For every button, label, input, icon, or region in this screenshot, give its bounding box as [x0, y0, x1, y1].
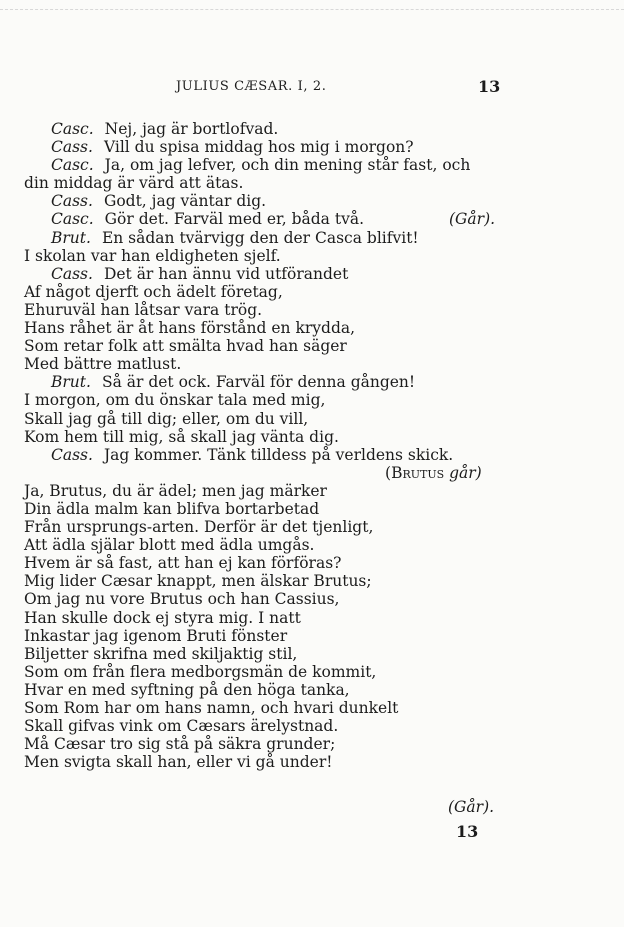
- verse-line: [0, 428, 624, 446]
- verse-line: [0, 554, 624, 572]
- speech-text: Jag kommer. Tänk tilldess på verldens skick.: [103, 445, 454, 464]
- verse-line: [0, 663, 624, 681]
- verse-text: I morgon, om du önskar tala med mig,: [24, 391, 326, 410]
- speaker-name: Brut.: [51, 373, 91, 392]
- speaker-name: Casc.: [51, 120, 94, 138]
- dialogue-line: [0, 192, 624, 210]
- speech-text: Nej, jag är bortlofvad.: [104, 120, 279, 138]
- verse-text: Som Rom har om hans namn, och hvari dunkelt: [24, 699, 399, 717]
- speaker-name: Cass.: [51, 138, 93, 157]
- verse-line: [0, 410, 624, 428]
- verse-line: [0, 319, 624, 337]
- speech-text: Gör det. Farväl med er, båda två.: [104, 210, 364, 229]
- dialogue-line: [0, 373, 624, 391]
- speech-text: Godt, jag väntar dig.: [103, 192, 267, 211]
- page-number-top: 13: [478, 77, 501, 96]
- verse-text: Inkastar jag igenom Bruti fönster: [24, 626, 288, 645]
- speaker-name: Casc.: [51, 156, 94, 175]
- verse-line: [0, 645, 624, 663]
- final-stage-direction: (Går).: [448, 798, 495, 816]
- verse-text: Kom hem till mig, så skall jag vänta dig.: [24, 427, 339, 446]
- verse-text: Om jag nu vore Brutus och han Cassius,: [24, 590, 340, 609]
- stage-direction: [385, 464, 482, 482]
- verse-line: [0, 518, 624, 536]
- verse-line: [0, 627, 624, 645]
- verse-text: Men svigta skall han, eller vi gå under!: [24, 753, 333, 772]
- verse-text: Hans råhet är åt hans förstånd en krydda,: [24, 319, 356, 338]
- verse-line: [0, 500, 624, 518]
- verse-text: Från ursprungs-arten. Derför är det tjenligt,: [24, 518, 374, 537]
- speech-text: Så är det ock. Farväl för denna gången!: [101, 373, 416, 392]
- play-text: [0, 120, 624, 771]
- verse-line: [0, 735, 624, 753]
- verse-line: [0, 717, 624, 735]
- dialogue-line: [0, 210, 624, 228]
- direction-verb: går): [449, 463, 482, 482]
- speech-text: En sådan tvärvigg den der Casca blifvit!: [101, 228, 419, 247]
- verse-text: Som om från flera medborgsmän de kommit,: [24, 662, 377, 681]
- verse-line: [0, 590, 624, 608]
- speech-text: Det är han ännu vid utförandet: [103, 264, 349, 283]
- speaker-name: Cass.: [51, 445, 93, 464]
- verse-text: Med bättre matlust.: [24, 355, 182, 374]
- verse-line: [0, 482, 624, 500]
- verse-text: Som retar folk att smälta hvad han säger: [24, 337, 347, 356]
- verse-line: [0, 699, 624, 717]
- verse-text: Han skulle dock ej styra mig. I natt: [24, 608, 301, 627]
- stage-direction-line: [0, 464, 624, 482]
- dialogue-line: [0, 265, 624, 283]
- scan-edge-line: [0, 9, 624, 10]
- speaker-name: Cass.: [51, 192, 93, 211]
- stage-direction: (Går).: [449, 210, 496, 229]
- verse-text: Skall gifvas vink om Cæsars ärelystnad.: [24, 717, 339, 736]
- dialogue-line: [0, 229, 624, 247]
- verse-line: [0, 572, 624, 590]
- verse-text: Att ädla själar blott med ädla umgås.: [24, 536, 315, 555]
- verse-line: [0, 391, 624, 409]
- verse-text: Skall jag gå till dig; eller, om du vill,: [24, 409, 309, 428]
- verse-text: Må Cæsar tro sig stå på säkra grunder;: [24, 735, 336, 754]
- direction-name: Brutus: [391, 463, 445, 482]
- verse-line: [0, 337, 624, 355]
- direction-open: (: [385, 463, 392, 482]
- verse-text: Din ädla malm kan blifva bortarbetad: [24, 499, 320, 518]
- speaker-name: Cass.: [51, 264, 93, 283]
- speech-text: din middag är värd att ätas.: [24, 174, 244, 193]
- verse-line: [0, 753, 624, 771]
- verse-text: Ehuruväl han låtsar vara trög.: [24, 300, 263, 319]
- verse-line: [0, 301, 624, 319]
- dialogue-continuation: [0, 174, 624, 192]
- page-number-bottom: 13: [456, 822, 479, 841]
- dialogue-line: [0, 446, 624, 464]
- running-title: JULIUS CÆSAR. I, 2.: [176, 79, 327, 94]
- verse-text: Hvar en med syftning på den höga tanka,: [24, 680, 350, 699]
- verse-line: [0, 681, 624, 699]
- speaker-name: Brut.: [51, 228, 91, 247]
- verse-text: Ja, Brutus, du är ädel; men jag märker: [24, 481, 327, 500]
- speech-text: Ja, om jag lefver, och din mening står fast, och: [104, 156, 471, 175]
- verse-text: Mig lider Cæsar knappt, men älskar Brutus;: [24, 572, 372, 591]
- dialogue-line: [0, 156, 624, 174]
- dialogue-line: [0, 120, 624, 138]
- verse-text: I skolan var han eldigheten sjelf.: [24, 246, 281, 265]
- verse-text: Biljetter skrifna med skiljaktig stil,: [24, 644, 298, 663]
- verse-text: Hvem är så fast, att han ej kan förföras?: [24, 554, 342, 573]
- verse-line: [0, 247, 624, 265]
- verse-text: Af något djerft och ädelt företag,: [24, 282, 283, 301]
- verse-line: [0, 283, 624, 301]
- verse-line: [0, 355, 624, 373]
- speech-text: Vill du spisa middag hos mig i morgon?: [103, 138, 414, 157]
- speaker-name: Casc.: [51, 210, 94, 229]
- verse-line: [0, 609, 624, 627]
- verse-line: [0, 536, 624, 554]
- dialogue-line: [0, 138, 624, 156]
- page-header: [0, 77, 624, 99]
